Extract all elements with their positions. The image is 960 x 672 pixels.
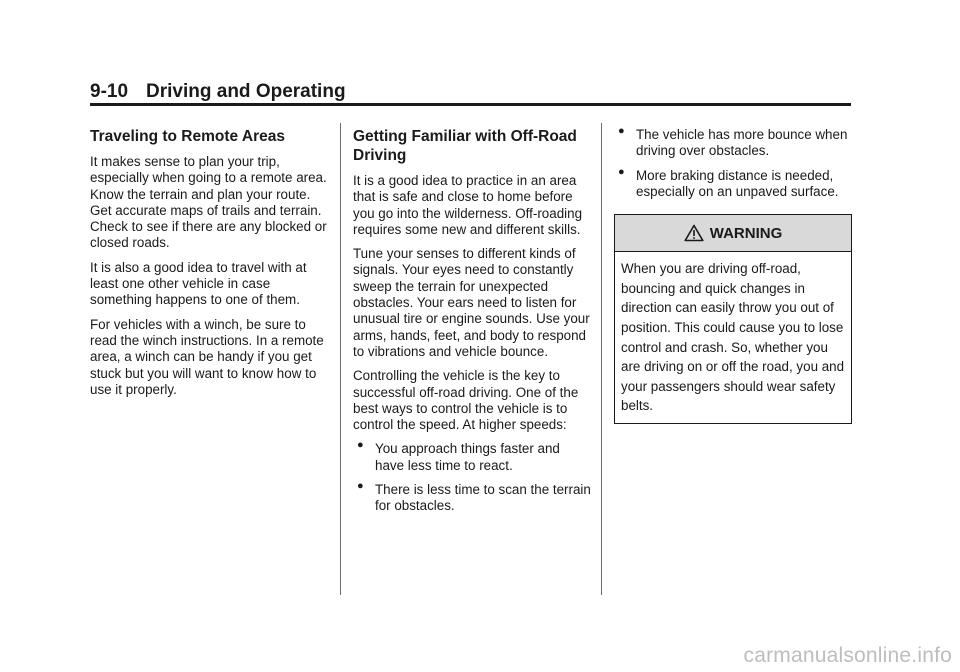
- bullet-icon: ●: [357, 480, 364, 493]
- bullet-icon: ●: [618, 125, 625, 137]
- paragraph: It makes sense to plan your trip, especially when going to a remote area. Know the terrain and plan your route. Get accurate maps of trails and terrain. Check to see if there are any blocked or closed roads.: [90, 154, 327, 251]
- list-item-text: The vehicle has more bounce when driving over obstacles.: [636, 127, 848, 159]
- list-item-text: More braking distance is needed, especially on an unpaved surface.: [636, 167, 839, 199]
- warning-header: [615, 215, 851, 252]
- column-1: [90, 127, 328, 406]
- column-divider: [340, 123, 341, 595]
- list-item-text: You approach things faster and have less time to react.: [375, 441, 560, 473]
- bullet-list: [614, 127, 852, 200]
- bullet-list: [353, 441, 591, 514]
- header-rule: [90, 103, 851, 106]
- paragraph: It is also a good idea to travel with at least one other vehicle in case something happens to one of them.: [90, 259, 307, 308]
- page-header: [90, 80, 850, 104]
- column-2: [353, 127, 591, 523]
- list-item: [614, 165, 852, 201]
- warning-title: WARNING: [709, 224, 783, 242]
- list-item: [353, 482, 591, 515]
- paragraph: For vehicles with a winch, be sure to read the winch instructions. In a remote area, a winch can be handy if you get stuck but you will want to know how to use it properly.: [90, 316, 324, 397]
- list-item: [353, 441, 591, 474]
- paragraph: Tune your senses to different kinds of signals. Your eyes need to constantly sweep the terrain for unexpected obstacles. Your ears need to listen for unusual tire or engine sounds. Use your arms, hands, feet, and body to respond to vibrations and vehicle bounce.: [353, 246, 590, 359]
- section-heading: Getting Familiar with Off-Road Driving: [353, 128, 577, 164]
- list-item-text: There is less time to scan the terrain for obstacles.: [375, 482, 591, 514]
- bullet-icon: ●: [357, 439, 364, 452]
- section-title: Driving and Operating: [146, 81, 346, 102]
- section-heading: Traveling to Remote Areas: [90, 128, 285, 145]
- warning-text: When you are driving off-road, bouncing and quick changes in direction can easily throw you out of position. This could cause you to lose control and crash. So, whether you are driving on or off the road, you and your passengers should wear safety belts.: [621, 261, 845, 414]
- page-number: 9-10: [90, 81, 129, 102]
- column-divider: [601, 123, 602, 595]
- watermark: carmanualsonline.info: [743, 644, 952, 667]
- column-3: [614, 127, 852, 424]
- warning-box: [614, 214, 852, 424]
- paragraph: It is a good idea to practice in an area that is safe and close to home before you go into the wilderness. Off-roading requires some new and different skills.: [353, 173, 583, 237]
- bullet-icon: ●: [618, 165, 625, 178]
- paragraph: Controlling the vehicle is the key to successful off-road driving. One of the best ways to control the vehicle is to control the speed. At higher speeds:: [353, 368, 579, 433]
- warning-triangle-icon: [684, 224, 704, 242]
- list-item: [614, 127, 852, 160]
